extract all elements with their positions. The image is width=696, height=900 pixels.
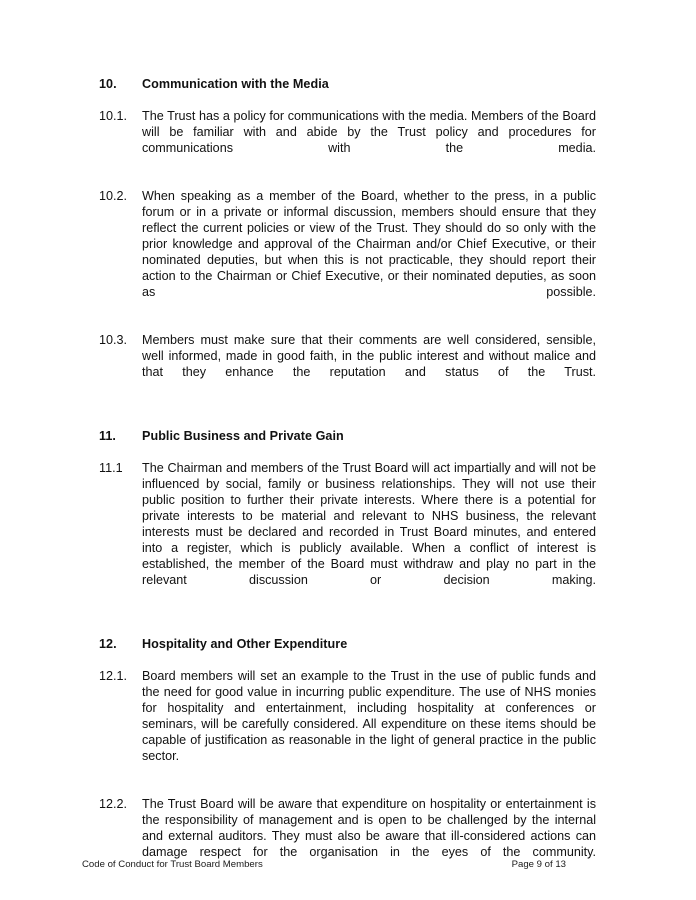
- section-heading-10: [99, 76, 596, 92]
- section-title-10: Communication with the Media: [142, 77, 329, 91]
- section-number-11: 11.: [99, 429, 116, 443]
- section-number-12: 12.: [99, 637, 117, 651]
- paragraph-text-12-1: Board members will set an example to the Trust in the use of public funds and the need for good value in incurring public expenditure. The use of NHS monies for hospitality and entertainment, including hospitality at conferences or seminars, will be carefully considered. All expenditure on these items should be capable of justification as reasonable in the light of general practice in the public sector.: [142, 669, 596, 763]
- footer-page-number: Page 9 of 13: [511, 859, 566, 870]
- section-heading-12: [99, 636, 596, 652]
- paragraph-number-10-2: 10.2.: [99, 189, 128, 203]
- paragraph-11-1: [99, 460, 596, 604]
- paragraph-number-12-2: 12.2.: [99, 797, 128, 811]
- paragraph-text-10-1: The Trust has a policy for communications with the media. Members of the Board will be familiar with and abide by the Trust policy and procedures for communications with the media.: [142, 109, 596, 155]
- section-heading-11: [99, 428, 596, 444]
- footer-document-title: Code of Conduct for Trust Board Members: [82, 859, 263, 870]
- paragraph-10-3: [99, 332, 596, 396]
- paragraph-text-11-1: The Chairman and members of the Trust Board will act impartially and will not be influenced by social, family or business relationships. They will not use their public position to further their private interests. Where there is a potential for private interests to be material and relevant to NHS business, the relevant interests must be declared and recorded in Trust Board minutes, and entered into a register, which is publicly available. When a conflict of interest is established, the member of the Board must withdraw and play no part in the relevant discussion or decision making.: [142, 461, 596, 587]
- section-title-12: Hospitality and Other Expenditure: [142, 637, 348, 651]
- paragraph-text-10-2: When speaking as a member of the Board, whether to the press, in a public forum or in a private or informal discussion, members should ensure that they reflect the current policies or view of the Trust. They should do so only with the prior knowledge and approval of the Chairman and/or Chief Executive, or their nominated deputies, but when this is not practicable, they should report their action to the Chairman or Chief Executive, or their nominated deputies, as soon as possible.: [142, 189, 596, 299]
- paragraph-10-2: [99, 188, 596, 316]
- paragraph-10-1: [99, 108, 596, 172]
- paragraph-number-11-1: 11.1: [99, 461, 123, 475]
- paragraph-text-12-2: The Trust Board will be aware that expenditure on hospitality or entertainment is the responsibility of management and is open to be challenged by the internal and external auditors. They must also be aware that ill-considered actions can damage respect for the organisation in the eyes of the community.: [142, 797, 596, 859]
- paragraph-number-12-1: 12.1.: [99, 669, 128, 683]
- paragraph-number-10-3: 10.3.: [99, 333, 128, 347]
- paragraph-12-1: [99, 668, 596, 780]
- page-footer: [82, 858, 596, 871]
- section-number-10: 10.: [99, 77, 117, 91]
- paragraph-number-10-1: 10.1.: [99, 109, 128, 123]
- section-title-11: Public Business and Private Gain: [142, 429, 344, 443]
- page-content: [99, 76, 596, 892]
- paragraph-text-10-3: Members must make sure that their comments are well considered, sensible, well informed, made in good faith, in the public interest and without malice and that they enhance the reputation and status of the Trust.: [142, 333, 596, 379]
